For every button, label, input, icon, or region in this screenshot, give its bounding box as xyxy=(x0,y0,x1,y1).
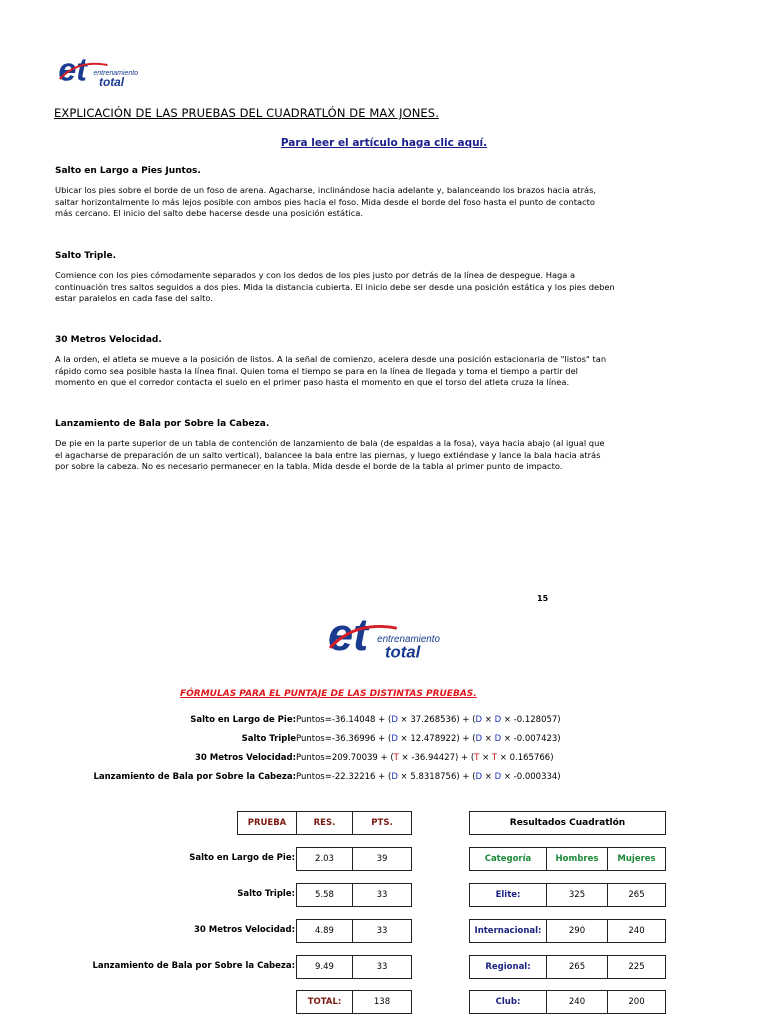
scores-row-label: Salto Triple: xyxy=(237,889,295,899)
section-heading: 30 Metros Velocidad. xyxy=(55,335,162,345)
results-mujeres-cell: 265 xyxy=(607,883,666,907)
section-heading: Salto Triple. xyxy=(55,251,116,261)
scores-res-cell: 4.89 xyxy=(296,919,353,943)
formulas-title: FÓRMULAS PARA EL PUNTAJE DE LAS DISTINTAS PRUEBAS. xyxy=(180,689,477,699)
results-mujeres-cell: 240 xyxy=(607,919,666,943)
formula-label: Salto en Largo de Pie: xyxy=(190,715,296,725)
scores-pts-cell: 39 xyxy=(352,847,412,871)
results-header-hombres: Hombres xyxy=(546,847,608,871)
results-hombres-cell: 290 xyxy=(546,919,608,943)
section-lanzamiento-bala xyxy=(55,419,655,473)
results-mujeres-cell: 225 xyxy=(607,955,666,979)
scores-header-res: RES. xyxy=(296,811,353,835)
logo-line1: entrenamiento xyxy=(93,69,139,77)
formula-label: Salto Triple xyxy=(241,734,296,744)
section-heading: Salto en Largo a Pies Juntos. xyxy=(55,166,201,176)
page-number: 15 xyxy=(537,594,549,603)
scores-row-label: Salto en Largo de Pie: xyxy=(189,853,295,863)
section-body: A la orden, el atleta se mueve a la posición de listos. A la señal de comienzo, acelera desde una posición estacionaria de "listos" tan rápido como sea posible hasta la línea final. Quien toma el tiempo se para en la línea de llegada y toma el tiempo a partir del momento en que el corredor contacta el suelo en el primer paso hasta el momento en que el torso del atleta cruza la línea. xyxy=(55,354,607,387)
scores-res-cell: 2.03 xyxy=(296,847,353,871)
formula-row xyxy=(0,734,768,748)
results-mujeres-cell: 200 xyxy=(607,990,666,1014)
results-hombres-cell: 325 xyxy=(546,883,608,907)
formula-row xyxy=(0,753,768,767)
logo-line2: total xyxy=(99,75,125,89)
logo-graphic xyxy=(326,610,444,666)
section-body: Ubicar los pies sobre el borde de un foso de arena. Agacharse, inclinándose hacia adelante y, balanceando los brazos hacia atrás, saltar horizontalmente lo más lejos posible con ambos pies hacia el foso. Mida desde el borde del foso hasta el punto de contacto más cercano. El inicio del salto debe hacerse desde una posición estática. xyxy=(55,185,597,218)
formula-label: 30 Metros Velocidad: xyxy=(194,753,296,763)
section-salto-largo xyxy=(55,166,655,220)
results-header-categoria: Categoría xyxy=(469,847,547,871)
results-categoria-cell: Regional: xyxy=(469,955,547,979)
logo-line1: entrenamiento xyxy=(377,633,440,645)
results-hombres-cell: 240 xyxy=(546,990,608,1014)
scores-row-label: 30 Metros Velocidad: xyxy=(193,925,295,935)
scores-total-label: TOTAL: xyxy=(296,990,353,1014)
section-body: Comience con los pies cómodamente separados y con los dedos de los pies justo por detrás de la línea de despegue. Haga a continuación tres saltos seguidos a dos pies. Mida la distancia cubierta. El inicio debe ser desde una posición estática y los pies deben estar paralelos en cada fase del salto. xyxy=(55,270,615,303)
entrenamiento-total-logo xyxy=(57,52,141,92)
section-heading: Lanzamiento de Bala por Sobre la Cabeza. xyxy=(55,419,270,429)
results-categoria-cell: Internacional: xyxy=(469,919,547,943)
scores-header-prueba: PRUEBA xyxy=(237,811,297,835)
logo-graphic xyxy=(57,52,141,92)
scores-pts-cell: 33 xyxy=(352,883,412,907)
entrenamiento-total-logo xyxy=(326,610,444,666)
results-header-mujeres: Mujeres xyxy=(607,847,666,871)
results-hombres-cell: 265 xyxy=(546,955,608,979)
section-salto-triple xyxy=(55,251,655,305)
document-title: EXPLICACIÓN DE LAS PRUEBAS DEL CUADRATLÓN DE MAX JONES. xyxy=(54,106,439,120)
formula-row xyxy=(0,715,768,729)
scores-row-label: Lanzamiento de Bala por Sobre la Cabeza: xyxy=(92,961,295,971)
scores-res-cell: 5.58 xyxy=(296,883,353,907)
formula-label: Lanzamiento de Bala por Sobre la Cabeza: xyxy=(93,772,296,782)
section-30-metros xyxy=(55,335,655,389)
results-title: Resultados Cuadratlón xyxy=(469,811,666,835)
formula-expression: Puntos=-36.14048 + (D × 37.268536) + (D × D × -0.128057) xyxy=(296,715,561,725)
scores-header-pts: PTS. xyxy=(352,811,412,835)
logo-line2: total xyxy=(385,642,421,662)
results-categoria-cell: Club: xyxy=(469,990,547,1014)
formula-expression: Puntos=-22.32216 + (D × 5.8318756) + (D × D × -0.000334) xyxy=(296,772,561,782)
formula-expression: Puntos=-36.36996 + (D × 12.478922) + (D × D × -0.007423) xyxy=(296,734,561,744)
section-body: De pie en la parte superior de un tabla de contención de lanzamiento de bala (de espaldas a la fosa), vaya hacia abajo (al igual que el agacharse de preparación de un salto vertical), balancee la bala entre las piernas, y luego extiéndase y lance la bala hacia atrás por sobre la cabeza. No es necesario permanecer en la tabla. Mida desde el borde de la tabla al primer punto de impacto. xyxy=(55,438,605,471)
scores-res-cell: 9.49 xyxy=(296,955,353,979)
formula-expression: Puntos=209.70039 + (T × -36.94427) + (T × T × 0.165766) xyxy=(296,753,554,763)
results-categoria-cell: Elite: xyxy=(469,883,547,907)
logo-initials: et xyxy=(327,610,369,660)
scores-pts-cell: 33 xyxy=(352,955,412,979)
logo-initials: et xyxy=(58,52,88,88)
scores-total-value: 138 xyxy=(352,990,412,1014)
formula-row xyxy=(0,772,768,786)
article-link[interactable]: Para leer el artículo haga clic aquí. xyxy=(280,137,488,149)
scores-pts-cell: 33 xyxy=(352,919,412,943)
